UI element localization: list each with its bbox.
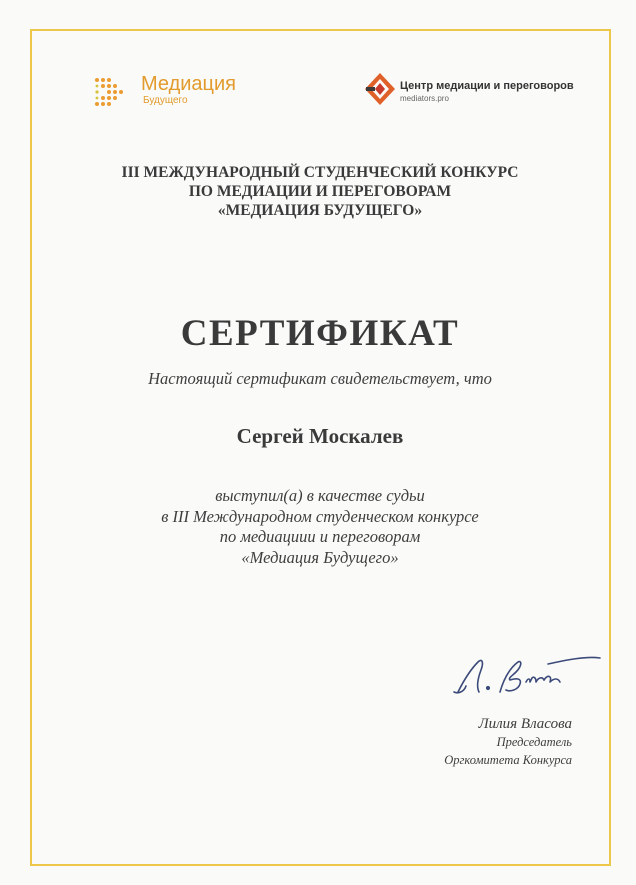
role-line-2: в III Международном студенческом конкурсе — [161, 506, 479, 526]
heading-line-1: III МЕЖДУНАРОДНЫЙ СТУДЕНЧЕСКИЙ КОНКУРС — [121, 164, 519, 181]
handwritten-signature — [448, 648, 604, 698]
mediation-future-logo — [93, 72, 263, 112]
logo-left-name: Медиация — [141, 73, 236, 95]
role-line-1: выступил(а) в качестве судьи — [215, 486, 425, 505]
signer-block — [444, 715, 572, 769]
role-line-4: «Медиация Будущего» — [241, 547, 399, 567]
certificate-title: СЕРТИФИКАТ — [180, 313, 460, 354]
mediation-center-logo — [364, 72, 584, 110]
logo-left-subtitle: Будущего — [143, 95, 188, 106]
role-line-3: по медиациии и переговорам — [219, 527, 421, 546]
signer-position-2: Оргкомитета Конкурса — [444, 753, 572, 767]
dots-arrow-icon — [93, 74, 129, 110]
signer-position-1: Председатель — [496, 735, 572, 749]
contest-heading — [40, 163, 600, 220]
center-logo-icon — [364, 72, 396, 106]
logo-right-url: mediators.pro — [400, 94, 449, 103]
signer-name: Лилия Власова — [478, 716, 572, 732]
heading-line-3: «МЕДИАЦИЯ БУДУЩЕГО» — [217, 202, 423, 219]
logo-right-name: Центр медиации и переговоров — [400, 80, 574, 92]
recipient-name: Сергей Москалев — [236, 424, 404, 448]
intro-text: Настоящий сертификат свидетельствует, что — [148, 369, 492, 388]
heading-line-2: ПО МЕДИАЦИИ И ПЕРЕГОВОРАМ — [188, 183, 452, 200]
role-description — [40, 486, 600, 568]
